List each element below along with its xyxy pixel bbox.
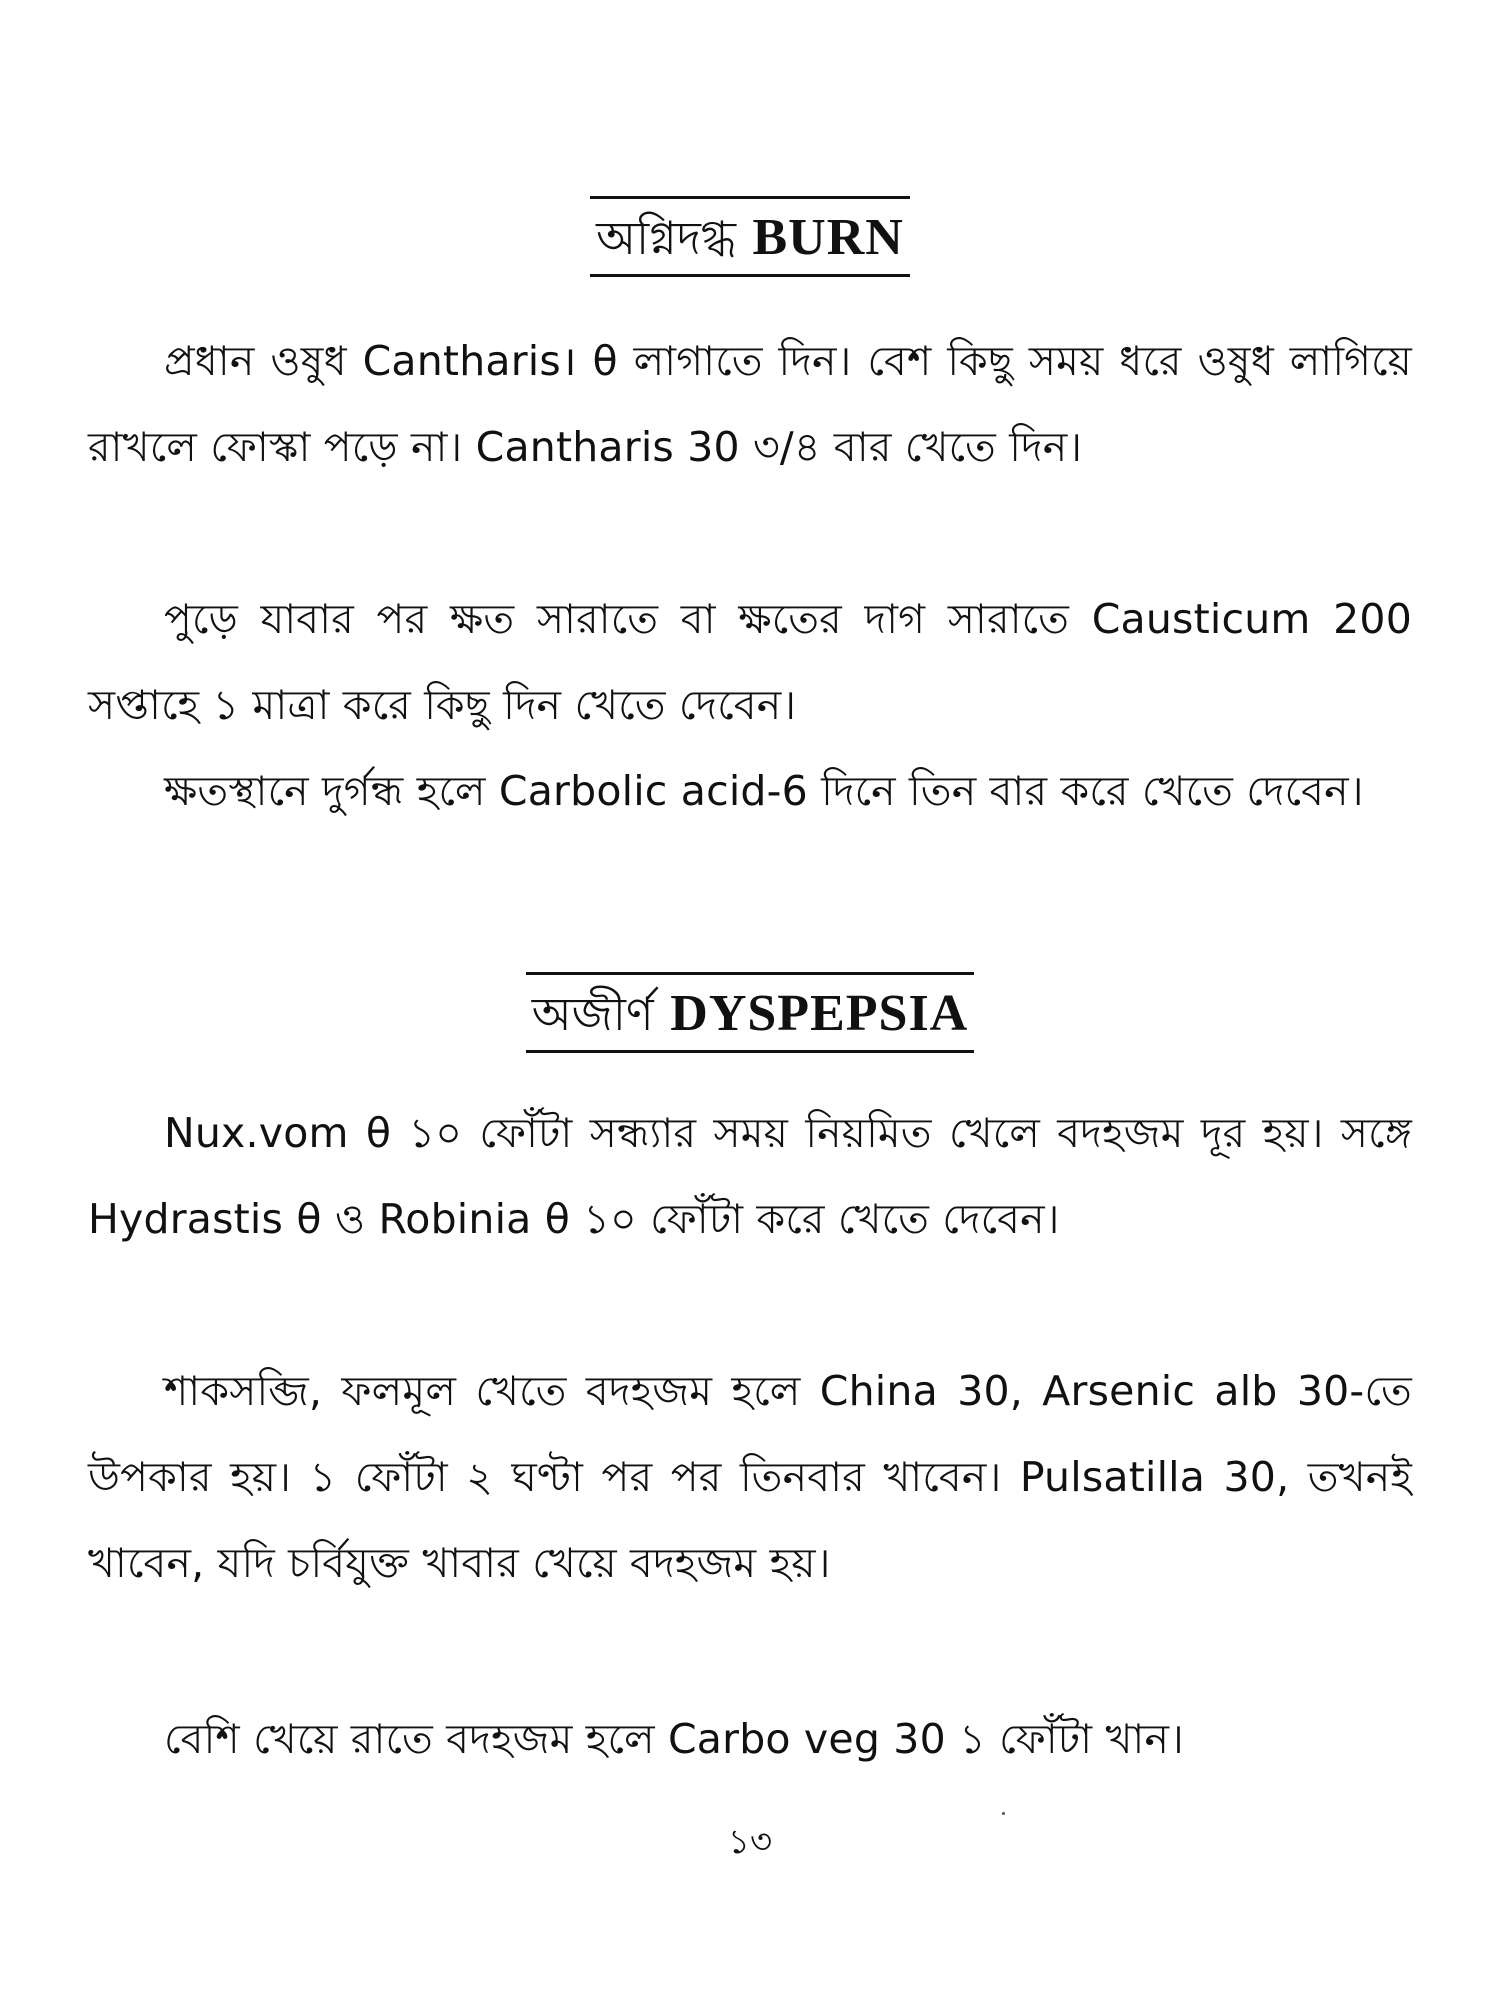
- burn-paragraph-2: পুড়ে যাবার পর ক্ষত সারাতে বা ক্ষতের দাগ সারাতে Causticum 200 সপ্তাহে ১ মাত্রা করে কিছু দিন খেতে দেবেন।: [88, 595, 1412, 729]
- section-heading-burn: [0, 196, 1500, 277]
- burn-paragraph-1: প্রধান ওষুধ Cantharis। θ লাগাতে দিন। বেশ কিছু সময় ধরে ওষুধ লাগিয়ে রাখলে ফোস্কা পড়ে না। Cantharis 30 ৩/৪ বার খেতে দিন।: [88, 337, 1412, 471]
- section-heading-dyspepsia: [0, 972, 1500, 1053]
- page-number: ১৩: [727, 1822, 773, 1862]
- dyspepsia-paragraph-3: বেশি খেয়ে রাতে বদহজম হলে Carbo veg 30 ১ ফোঁটা খান।: [164, 1715, 1185, 1763]
- heading-english: DYSPEPSIA: [670, 985, 969, 1042]
- heading-bengali: অজীর্ণ: [531, 987, 654, 1041]
- heading-bengali: অগ্নিদগ্ধ: [596, 211, 736, 265]
- print-speck: [1002, 1812, 1005, 1815]
- dyspepsia-paragraph-1: Nux.vom θ ১০ ফোঁটা সন্ধ্যার সময় নিয়মিত খেলে বদহজম দূর হয়। সঙ্গে Hydrastis θ ও Robinia θ ১০ ফোঁটা করে খেতে দেবেন।: [88, 1109, 1412, 1243]
- dyspepsia-paragraph-2: শাকসব্জি, ফলমূল খেতে বদহজম হলে China 30, Arsenic alb 30-তে উপকার হয়। ১ ফোঁটা ২ ঘণ্টা পর পর তিনবার খাবেন। Pulsatilla 30, তখনই খাবেন, যদি চর্বিযুক্ত খাবার খেয়ে বদহজম হয়।: [88, 1367, 1412, 1587]
- heading-english: BURN: [752, 209, 904, 266]
- heading-rule-box: [590, 196, 910, 277]
- burn-paragraph-3: ক্ষতস্থানে দুর্গন্ধ হলে Carbolic acid-6 দিনে তিন বার করে খেতে দেবেন।: [164, 767, 1364, 815]
- heading-rule-box: [526, 972, 974, 1053]
